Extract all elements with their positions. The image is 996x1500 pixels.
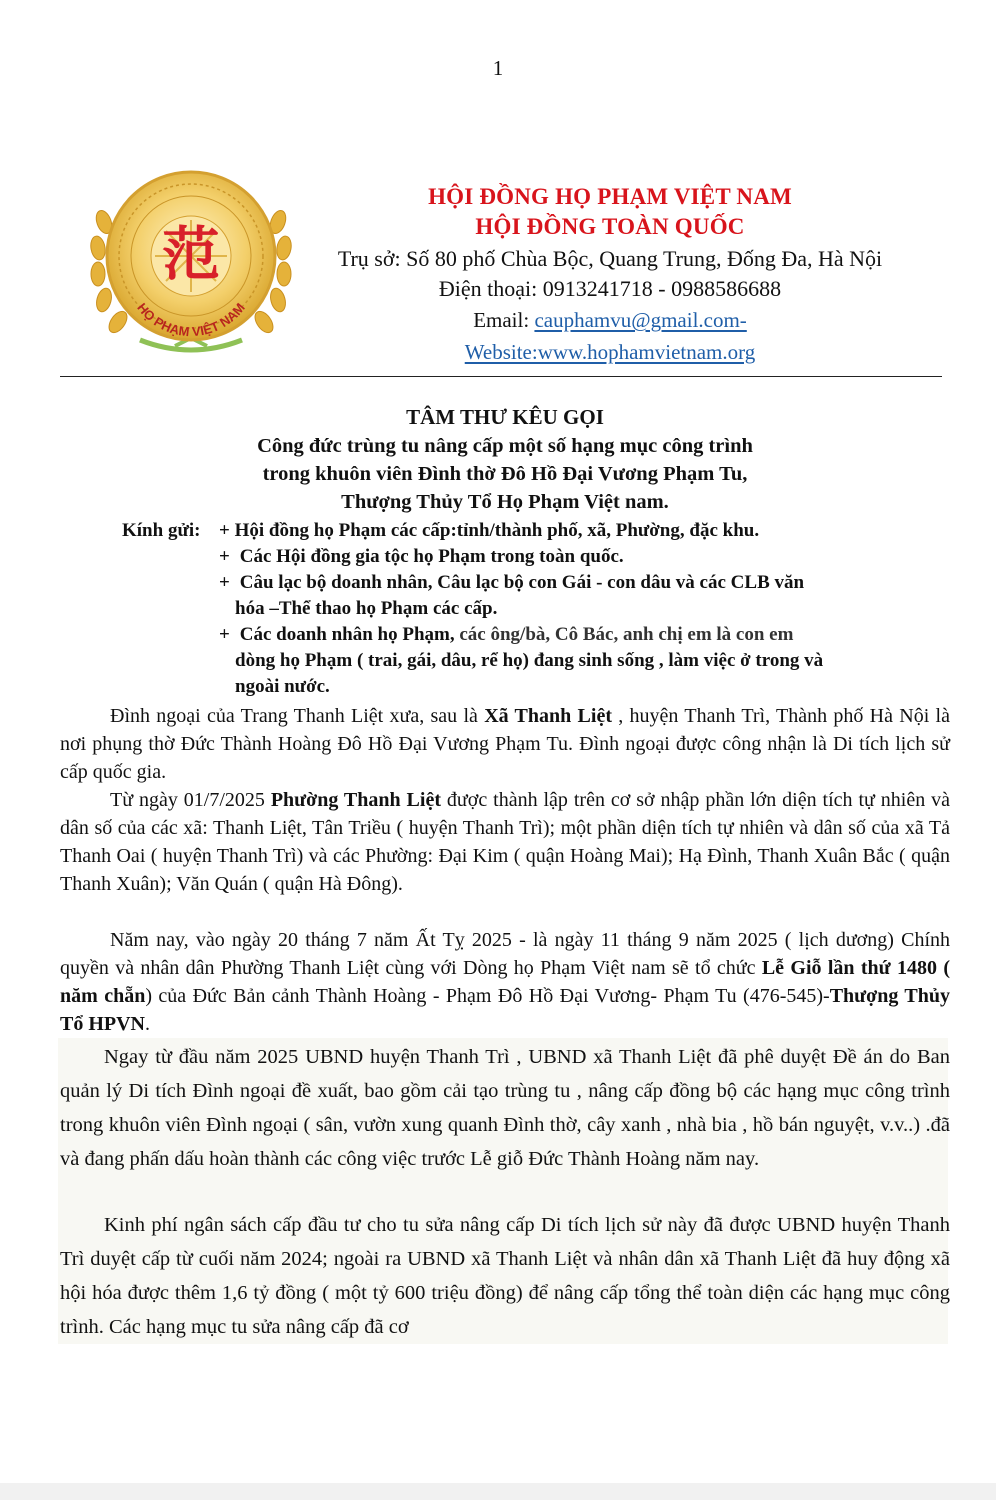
logo-emblem-character: 范 — [161, 220, 221, 288]
bullet-plus: + — [219, 624, 230, 645]
paragraph-phuong-thanh-liet: Từ ngày 01/7/2025 Phường Thanh Liệt được thành lập trên cơ sở nhập phần lớn diện tích tự nhiên và dân số của các xã: Thanh Liệt, Tân Triều ( huyện Thanh Trì); một phần diện tích tự nhiên và dân số của xã Tả Thanh Oai ( huyện Thanh Trì) và các Phường: Đại Kim ( quận Hoàng Mai); Hạ Đình, Thanh Xuân Bắc ( quận Thanh Xuân); Văn Quán ( quận Hà Đông). — [60, 789, 951, 895]
page-number: 1 — [492, 56, 504, 80]
recipients-list — [122, 518, 952, 700]
bold-xa-thanh-liet: Xã Thanh Liệt — [484, 705, 612, 727]
bold-le-gio: Lễ Giỗ lần thứ 1480 ( năm chẵn — [60, 957, 950, 1007]
recipient-text-secondary: các ông/bà, Cô Bác, anh chị em là con em — [454, 624, 794, 645]
ho-pham-logo — [80, 160, 302, 362]
recipient-text: Các Hội đồng gia tộc họ Phạm trong toàn quốc. — [239, 546, 624, 567]
recipient-text: Hội đồng họ Phạm các cấp:tỉnh/thành phố, xã, Phường, đặc khu. — [234, 520, 760, 541]
recipient-text-continued: dòng họ Phạm ( trai, gái, dâu, rể họ) đang sinh sống , làm việc ở trong và — [235, 650, 824, 671]
bullet-plus: + — [219, 572, 230, 593]
website-line — [300, 336, 920, 368]
website-link[interactable]: Website:www.hophamvietnam.org — [464, 340, 756, 364]
email-link[interactable]: cauphamvu@gmail.com- — [534, 308, 747, 332]
page-bottom-edge — [0, 1483, 996, 1500]
bold-thuong-thuy-to: Thượng Thủy Tổ HPVN — [60, 985, 950, 1035]
subtitle-line-3: Thượng Thủy Tổ Họ Phạm Việt nam. — [341, 491, 669, 513]
recipient-item — [122, 570, 952, 622]
paragraph-dinh-ngoai: Đình ngoại của Trang Thanh Liệt xưa, sau là Xã Thanh Liệt , huyện Thanh Trì, Thành phố Hà Nội là nơi phụng thờ Đức Thành Hoàng Đô Hồ Đại Vương Phạm Tu. Đình ngoại được công nhận là Di tích lịch sử cấp quốc gia. — [60, 705, 950, 783]
recipient-text: Các doanh nhân họ Phạm, — [239, 624, 455, 645]
paragraph-de-an: Ngay từ đầu năm 2025 UBND huyện Thanh Trì , UBND xã Thanh Liệt đã phê duyệt Đề án do Ban quản lý Di tích Đình ngoại đề xuất, bao gồm cải tạo trùng tu , nâng cấp đồng bộ các hạng mục công trình trong khuôn viên Đình ngoại ( sân, vườn xung quanh Đình thờ, cây xanh , nhà bia , hồ bán nguyệt, v.v..) .đã và đang phấn dấu hoàn thành các công việc trước Lễ giỗ Đức Thành Hoàng năm nay. — [60, 1046, 950, 1170]
email-label: Email: — [473, 308, 535, 332]
council-name: HỘI ĐỒNG TOÀN QUỐC — [475, 214, 745, 239]
email-line — [300, 304, 920, 336]
recipients-label: Kính gửi: — [122, 520, 201, 541]
bold-phuong-thanh-liet: Phường Thanh Liệt — [270, 789, 441, 811]
recipient-item — [122, 622, 952, 700]
recipient-text-continued: hóa –Thể thao họ Phạm các cấp. — [235, 598, 498, 619]
paragraph-kinh-phi: Kinh phí ngân sách cấp đầu tư cho tu sửa nâng cấp Di tích lịch sử này đã được UBND huyện Thanh Trì duyệt cấp từ cuối năm 2024; ngoài ra UBND xã Thanh Liệt và nhân dân xã Thanh Liệt đã huy động xã hội hóa được thêm 1,6 tỷ đồng ( một tỷ 600 triệu đồng) để nâng cấp tổng thể toàn diện các hạng mục công trình. Các hạng mục tu sửa nâng cấp đã cơ — [60, 1214, 950, 1338]
paragraph-le-gio: Năm nay, vào ngày 20 tháng 7 năm Ất Tỵ 2025 - là ngày 11 tháng 9 năm 2025 ( lịch dương) Chính quyền và nhân dân Phường Thanh Liệt cùng với Dòng họ Phạm Việt nam sẽ tổ chức Lễ Giỗ lần thứ 1480 ( năm chẵn) của Đức Bản cảnh Thành Hoàng - Phạm Đô Hồ Đại Vương- Phạm Tu (476-545)-Thượng Thủy Tổ HPVN. — [60, 929, 950, 1035]
bullet-plus: + — [219, 520, 230, 541]
org-name: HỘI ĐỒNG HỌ PHẠM VIỆT NAM — [428, 184, 792, 209]
subtitle-line-2: trong khuôn viên Đình thờ Đô Hồ Đại Vương Phạm Tu, — [262, 463, 748, 485]
phone: Điện thoại: 0913241718 - 0988586688 — [438, 276, 782, 301]
recipient-item — [122, 518, 952, 544]
bullet-plus: + — [219, 546, 230, 567]
recipient-item — [122, 544, 952, 570]
letterhead — [300, 182, 920, 368]
recipient-text-continued: ngoài nước. — [235, 676, 330, 697]
address: Trụ sở: Số 80 phố Chùa Bộc, Quang Trung, Đống Đa, Hà Nội — [337, 246, 883, 271]
recipient-text: Câu lạc bộ doanh nhân, Câu lạc bộ con Gái - con dâu và các CLB văn — [239, 572, 805, 593]
subtitle-line-1: Công đức trùng tu nâng cấp một số hạng mục công trình — [257, 435, 753, 457]
title-main: TÂM THƯ KÊU GỌI — [406, 405, 604, 429]
document-title — [0, 402, 996, 516]
header-divider — [60, 376, 942, 377]
logo-ring-text: HỌ PHẠM VIỆT NAM — [134, 300, 248, 340]
